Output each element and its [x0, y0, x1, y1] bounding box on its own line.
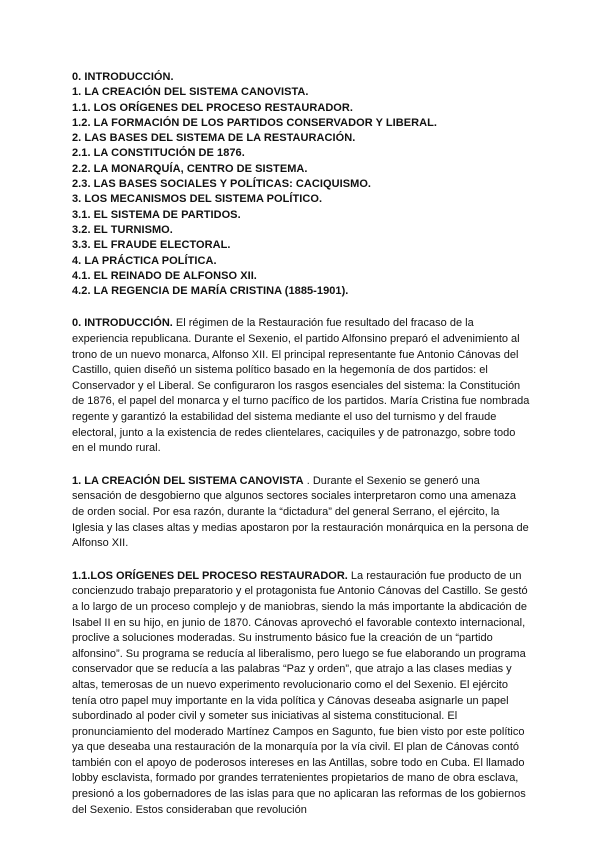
section-introduccion: [72, 316, 530, 456]
toc-item: 4.1. EL REINADO DE ALFONSO XII.: [72, 269, 257, 282]
toc-item: 2. LAS BASES DEL SISTEMA DE LA RESTAURACIÓN.: [72, 132, 356, 145]
toc-item: 1. LA CREACIÓN DEL SISTEMA CANOVISTA.: [72, 86, 309, 99]
section-heading: 0. INTRODUCCIÓN.: [72, 317, 173, 330]
section-creacion: [72, 474, 530, 552]
toc-item: 2.3. LAS BASES SOCIALES Y POLÍTICAS: CACIQUISMO.: [72, 178, 372, 191]
paragraph: [72, 474, 530, 552]
section-heading: 1.1.LOS ORÍGENES DEL PROCESO RESTAURADOR.: [72, 569, 348, 582]
section-body: . Durante el Sexenio se generó una sensación de desgobierno que algunos sectores sociales interpretaron como una amenaza de orden social. Por esa razón, durante la “dictadura” del general Serrano, el ejército, la Iglesia y las clases altas y medias apostaron por la restauración monárquica en la persona de Alfonso XII.: [72, 474, 529, 550]
paragraph: [72, 569, 530, 819]
section-origenes: [72, 569, 530, 819]
section-heading: 1. LA CREACIÓN DEL SISTEMA CANOVISTA: [72, 474, 304, 487]
table-of-contents: [72, 70, 530, 299]
toc-item: 0. INTRODUCCIÓN.: [72, 71, 174, 83]
toc-item: 3.1. EL SISTEMA DE PARTIDOS.: [72, 208, 241, 221]
toc-item: 1.1. LOS ORÍGENES DEL PROCESO RESTAURADOR.: [72, 101, 354, 114]
toc-item: 3. LOS MECANISMOS DEL SISTEMA POLÍTICO.: [72, 193, 323, 206]
toc-item: 4.2. LA REGENCIA DE MARÍA CRISTINA (1885-1901).: [72, 285, 349, 298]
toc-item: 4. LA PRÁCTICA POLÍTICA.: [72, 254, 217, 267]
section-body: La restauración fue producto de un concienzudo trabajo preparatorio y el protagonista fue Antonio Cánovas del Castillo. Se gestó a lo largo de un proceso complejo y de maniobras, siendo la más importante la abdicación de Isabel II en su hijo, en junio de 1870. Cánovas aprovechó el favorable contexto internacional, proclive a soluciones moderadas. Su instrumento básico fue la creación de un “partido alfonsino”. Su programa se reducía al liberalismo, pero luego se fue elaborando un programa conservador que se reducía a las palabras “Paz y orden”, que atrajo a las clases medias y altas, temerosas de un nuevo experimento revolucionario como el del Sexenio. El ejército tenía otro papel muy importante en la vida política y Cánovas deseaba asignarle un papel subordinado al poder civil y someter sus iniciativas al sistema constitucional. El pronunciamiento del moderado Martínez Campos en Sagunto, fue bien visto por este político ya que deseaba una restauración de la monarquía por la vía civil. El plan de Cánovas contó también con el apoyo de poderosos intereses en las Antillas, sobre todo en Cuba. El llamado lobby esclavista, formado por grandes terratenientes propietarios de mano de obra esclava, presionó a los gobernadores de las islas para que no aplicaran las reformas de los gobiernos del Sexenio. Estos consideraban que revolución: [72, 569, 528, 816]
section-body: El régimen de la Restauración fue resultado del fracaso de la experiencia republicana. Durante el Sexenio, el partido Alfonsino preparó el advenimiento al trono de un nuevo monarca, Alfonso XII. El principal representante fue Antonio Cánovas del Castillo, quien diseñó un sistema político basado en la hegemonía de dos partidos: el Conservador y el Liberal. Se configuraron los rasgos esenciales del sistema: la Constitución de 1876, el papel del monarca y el turno pacífico de los partidos. María Cristina fue nombrada regente y garantizó la estabilidad del sistema mediante el uso del turnismo y del fraude electoral, junto a la existencia de redes clientelares, caciquiles y de patronazgo, sobre todo en el mundo rural.: [72, 317, 530, 455]
toc-item: 1.2. LA FORMACIÓN DE LOS PARTIDOS CONSERVADOR Y LIBERAL.: [72, 116, 438, 129]
toc-item: 2.2. LA MONARQUÍA, CENTRO DE SISTEMA.: [72, 162, 308, 175]
toc-item: 3.2. EL TURNISMO.: [72, 223, 173, 236]
toc-item: 3.3. EL FRAUDE ELECTORAL.: [72, 239, 231, 252]
paragraph: [72, 316, 530, 456]
toc-item: 2.1. LA CONSTITUCIÓN DE 1876.: [72, 147, 245, 160]
